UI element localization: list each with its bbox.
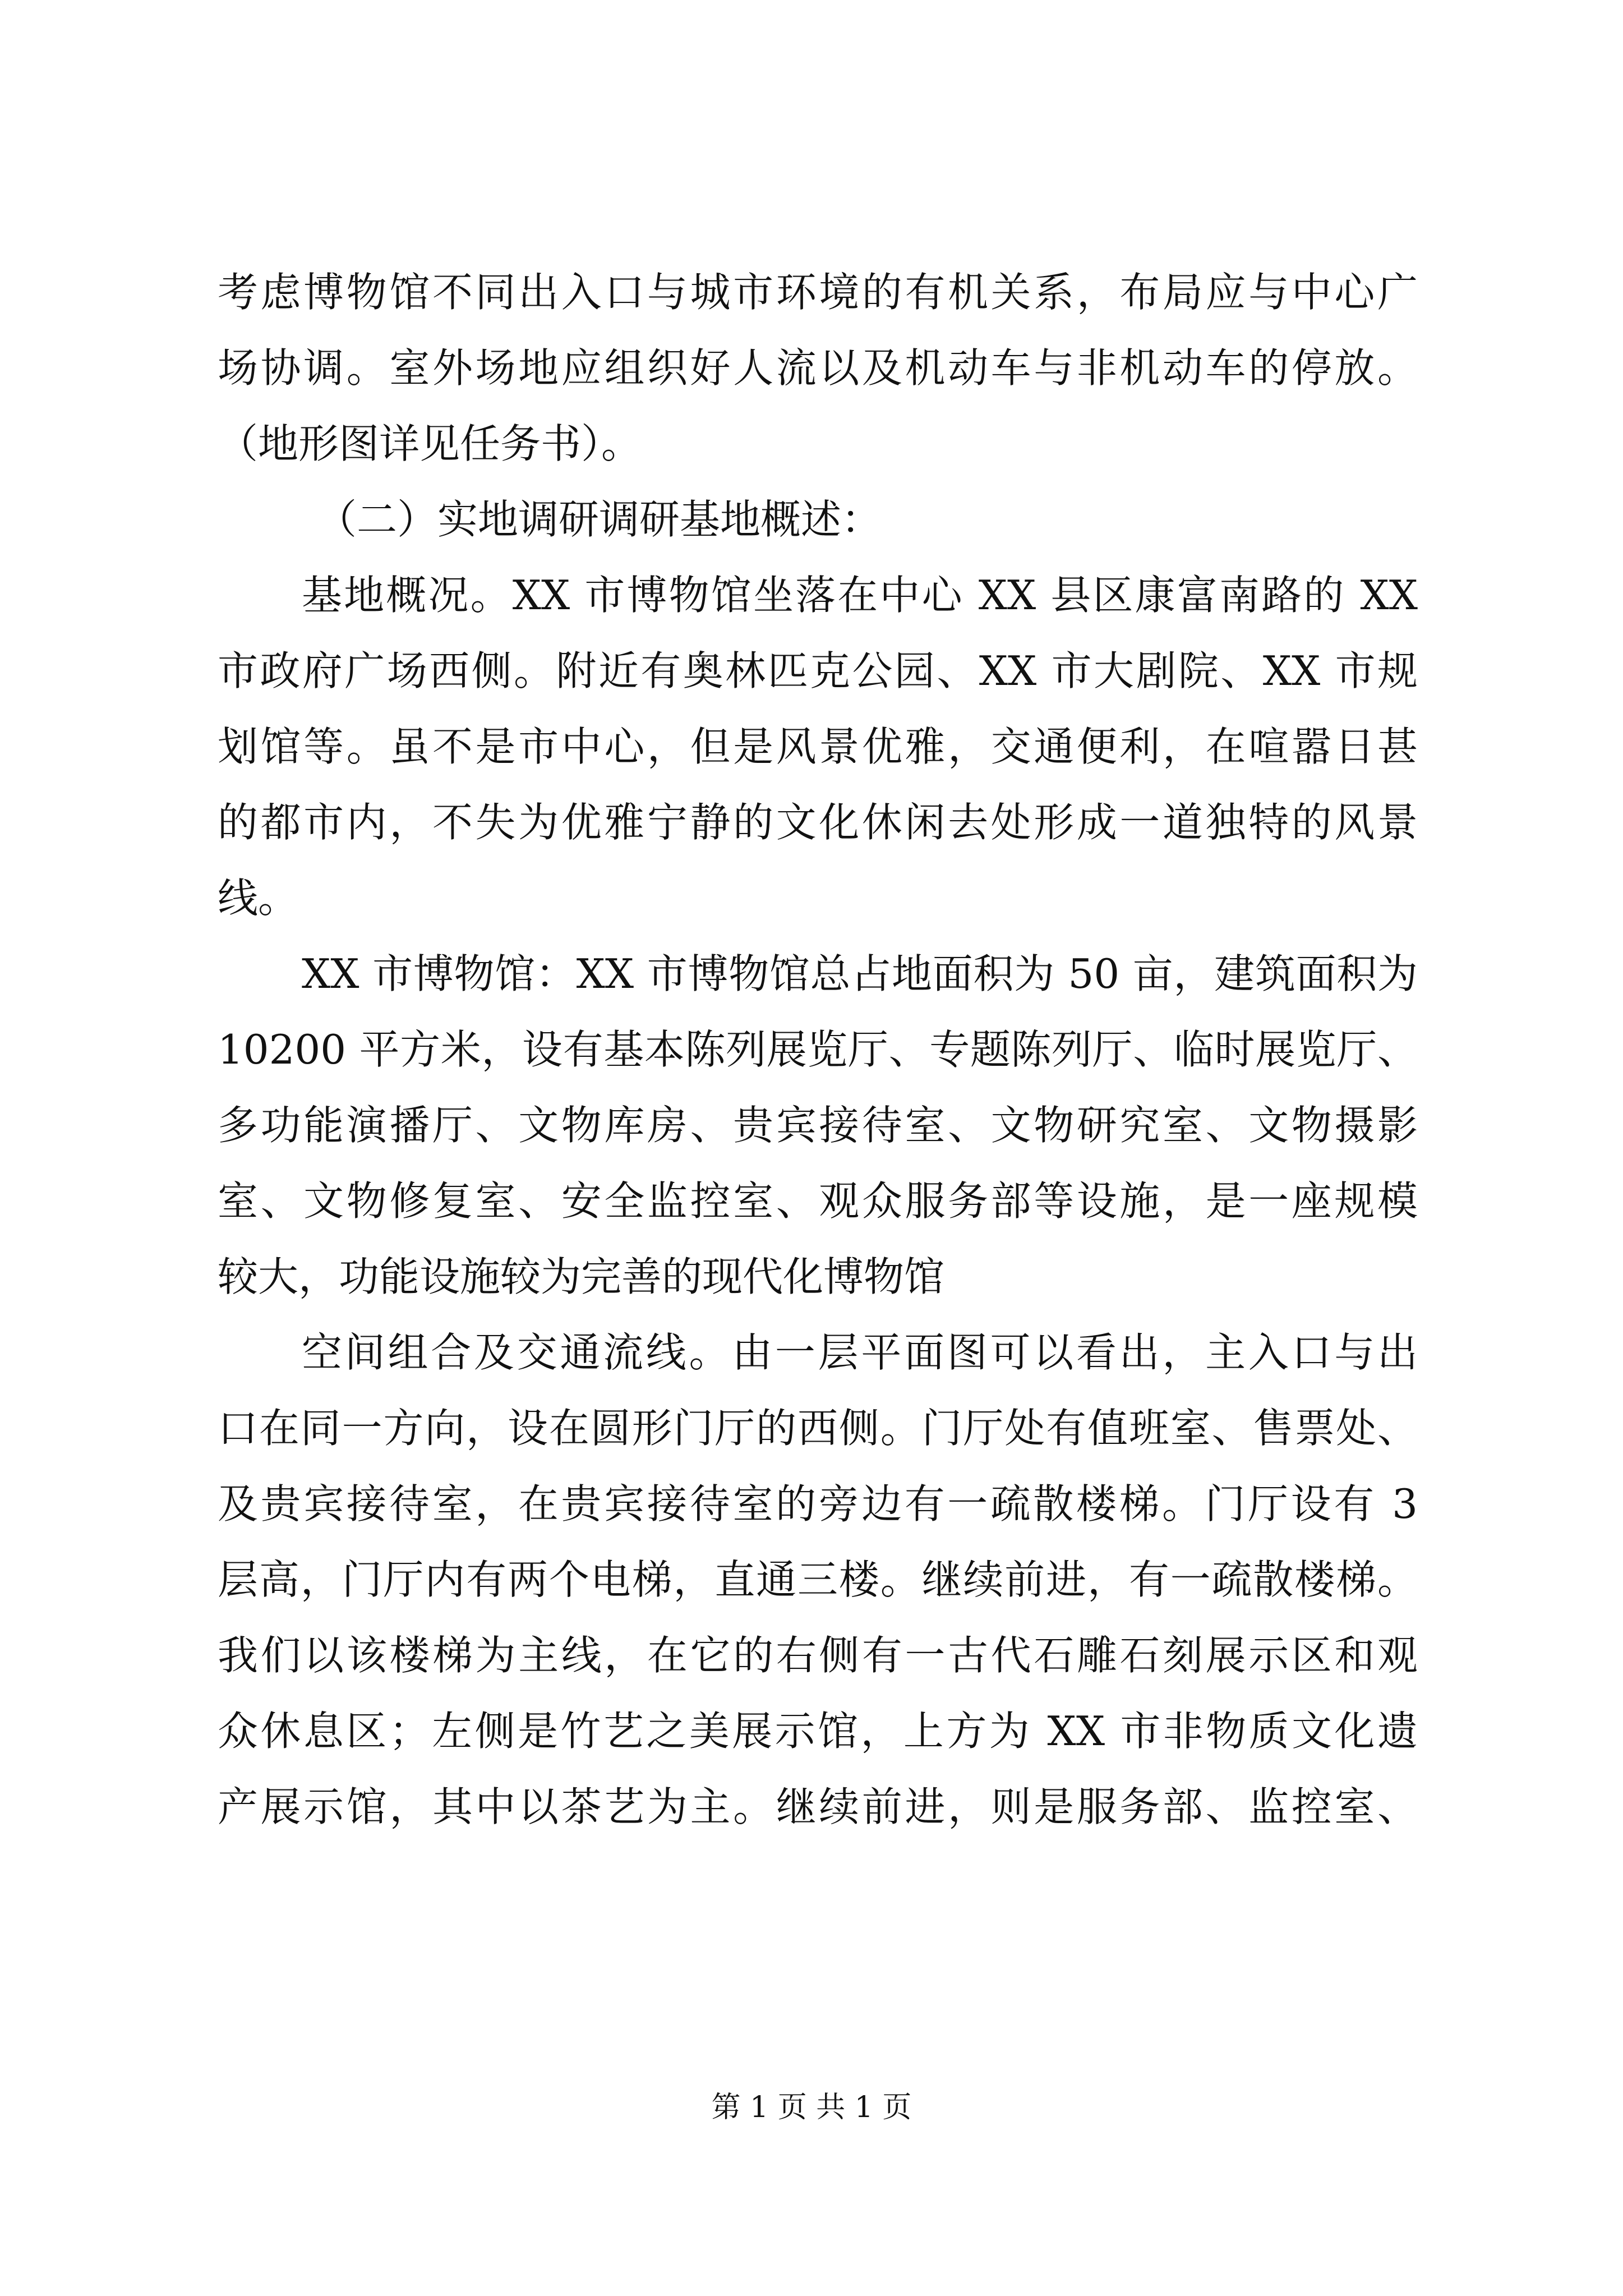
body-line: 层高，门厅内有两个电梯，直通三楼。继续前进，有一疏散楼梯。 — [218, 1556, 1418, 1603]
page-footer — [0, 2088, 1623, 2127]
document-body — [218, 255, 1418, 1845]
body-line: 口在同一方向，设在圆形门厅的西侧。门厅处有值班室、售票处、 — [218, 1405, 1418, 1452]
body-line: 考虑博物馆不同出入口与城市环境的有机关系，布局应与中心广 — [218, 269, 1418, 316]
body-line: 市政府广场西侧。附近有奥林匹克公园、XX 市大剧院、XX 市规 — [218, 647, 1418, 694]
body-line: 众休息区；左侧是竹艺之美展示馆，上方为 XX 市非物质文化遗 — [218, 1708, 1418, 1755]
body-line: 10200 平方米，设有基本陈列展览厅、专题陈列厅、临时展览厅、 — [218, 1026, 1418, 1073]
body-line: 的都市内，不失为优雅宁静的文化休闲去处形成一道独特的风景 — [218, 799, 1418, 846]
body-line: 产展示馆，其中以茶艺为主。继续前进，则是服务部、监控室、 — [218, 1783, 1418, 1830]
body-line: 多功能演播厅、文物库房、贵宾接待室、文物研究室、文物摄影 — [218, 1102, 1418, 1149]
section-heading: （二）实地调研调研基地概述： — [316, 496, 882, 543]
body-line: XX 市博物馆：XX 市博物馆总占地面积为 50 亩，建筑面积为 — [302, 950, 1418, 997]
body-line: 及贵宾接待室，在贵宾接待室的旁边有一疏散楼梯。门厅设有 3 — [218, 1480, 1418, 1527]
body-line: 室、文物修复室、安全监控室、观众服务部等设施，是一座规模 — [218, 1177, 1418, 1225]
body-line: 空间组合及交通流线。由一层平面图可以看出，主入口与出 — [302, 1329, 1418, 1376]
body-line: 场协调。室外场地应组织好人流以及机动车与非机动车的停放。 — [218, 344, 1418, 392]
body-line: 线。 — [218, 875, 299, 922]
body-line: （地形图详见任务书）。 — [218, 420, 642, 467]
body-line: 较大，功能设施较为完善的现代化博物馆 — [218, 1253, 945, 1300]
page-number: 第 1 页 共 1 页 — [711, 2091, 912, 2124]
body-line: 我们以该楼梯为主线，在它的右侧有一古代石雕石刻展示区和观 — [218, 1632, 1418, 1679]
body-line: 划馆等。虽不是市中心，但是风景优雅，交通便利，在喧嚣日甚 — [218, 723, 1418, 770]
body-line: 基地概况。XX 市博物馆坐落在中心 XX 县区康富南路的 XX — [302, 572, 1418, 619]
